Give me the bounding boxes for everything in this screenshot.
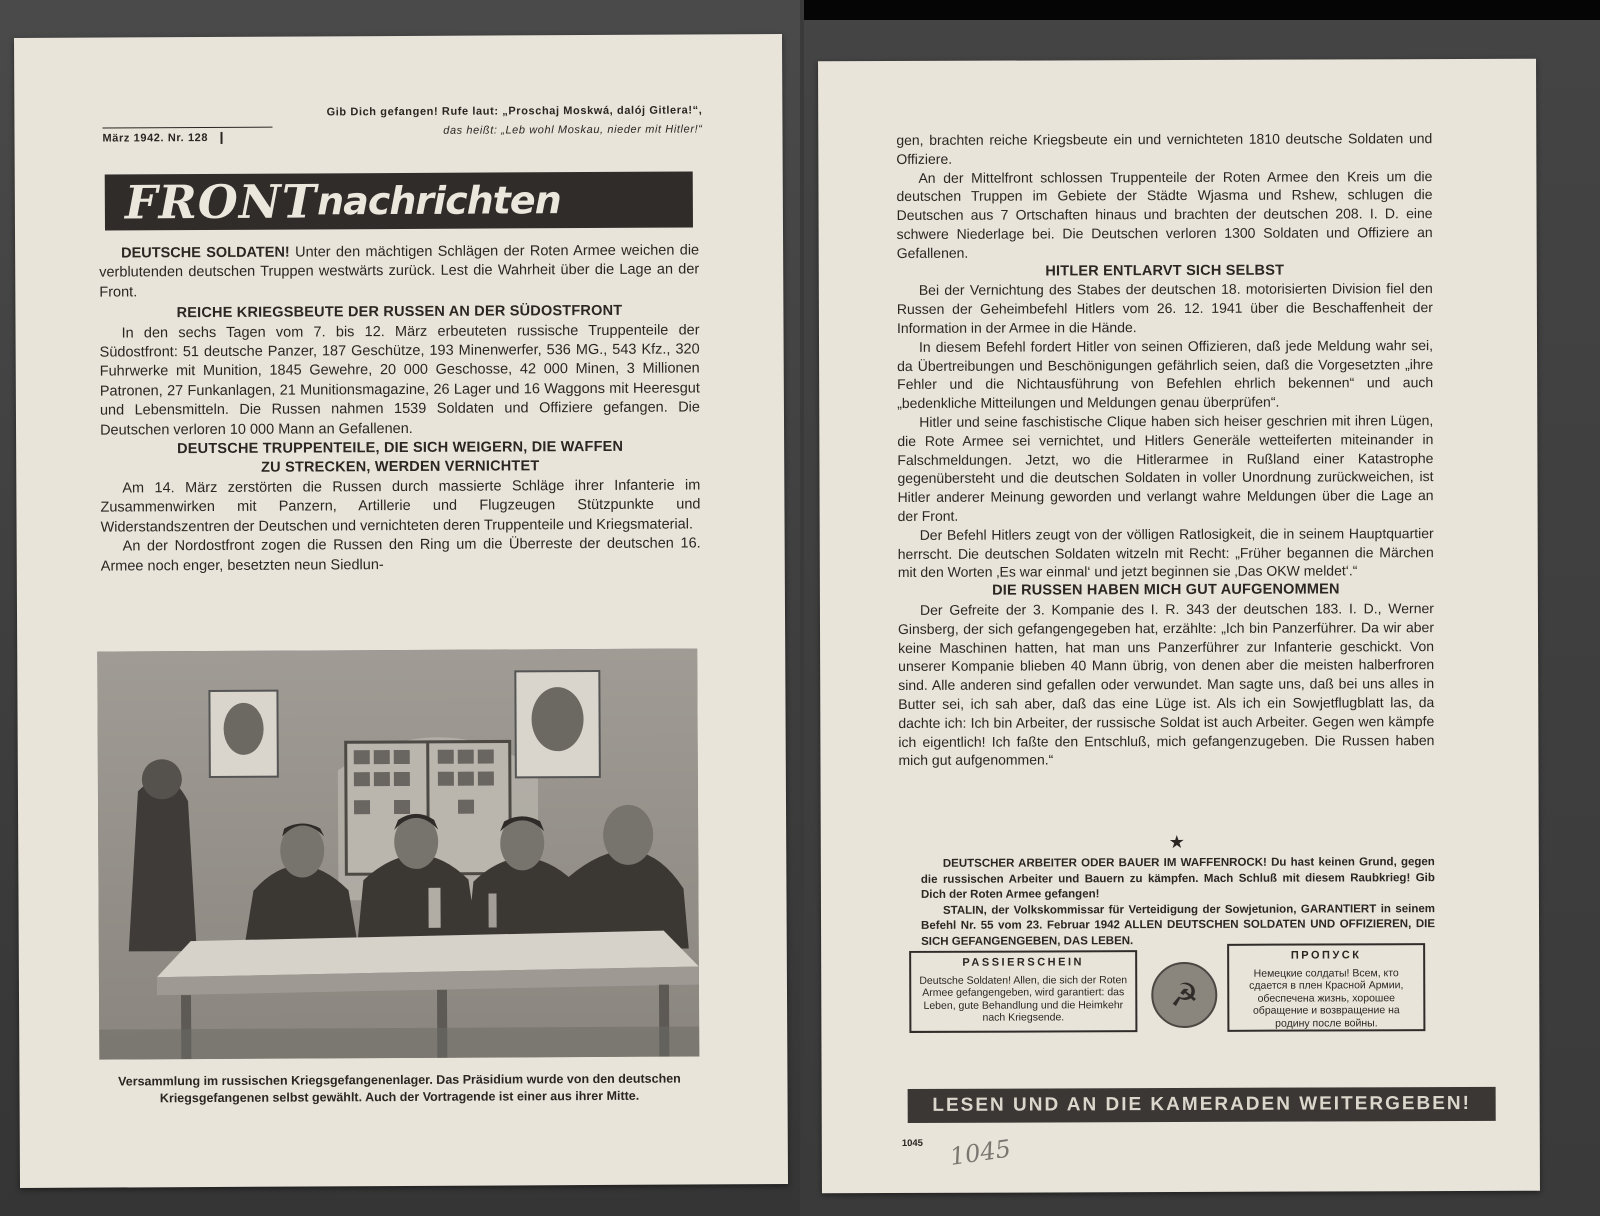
left-article-body [99,241,701,576]
print-number: 1045 [901,1137,923,1149]
prisoner-assembly-photo [97,648,699,1059]
handwritten-number: 1045 [948,1134,1013,1171]
intro-paragraph [99,241,699,302]
masthead-nachrichten: nachrichten [316,178,561,224]
heading-suedostfront: REICHE KRIEGSBEUTE DER RUSSEN AN DER SÜDOSTFRONT [176,303,623,322]
passierschein-text: Deutsche Soldaten! Allen, die sich der Roten Armee gefangengeben, wird garantiert: das Leben, gute Behandlung und die Heimkehr nach Kriegsende. [919,973,1128,1024]
masthead [105,171,693,230]
passierschein-title: PASSIERSCHEIN [962,956,1084,969]
propusk-text: Немецкие солдаты! Всем, кто сдается в плен Красной Армии, обеспечена жизнь, хорошее обращение и возвращение на родину после войны. [1249,966,1404,1030]
top-line-2: das heißt: „Leb wohl Moskau, nieder mit Hitler!“ [443,123,703,137]
photo-caption: Versammlung im russischen Kriegsgefangenenlager. Das Präsidium wurde von den deutschen Kriegsgefangenen selbst gewählt. Auch der Vortragende ist einer aus ihrer Mitte. [118,1071,681,1106]
stalin-paragraph: STALIN, der Volkskommissar für Verteidigung der Sowjetunion, GARANTIERT in seinem Befehl Nr. 55 vom 23. Februar 1942 ALLEN DEUTSCHEN SOLDATEN UND OFFIZIEREN, DIE SICH GEFANGENGEBEN, DAS LEBEN. [921,902,1436,948]
continued-paragraph: gen, brachten reiche Kriegsbeute ein und vernichteten 1810 deutsche Soldaten und Offiziere. [896,130,1433,167]
paragraph-suedostfront: In den sechs Tagen vom 7. bis 12. März erbeuteten russische Truppenteile der Südostfront: 51 deutsche Panzer, 187 Geschütze, 193 Minenwerfer, 536 MG., 543 Kfz., 320 Fuhrwerke mit Munition, 1845 Gewehre, 20 000 Geschosse, 42 000 Minen, 3 Millionen Patronen, 27 Funkanlagen, 21 Munitionsmagazine, 26 Lager und 16 Waggons mit Heeresgut und Lebensmitteln. Die Russen nahmen 1539 Soldaten und Offiziere gefangen. Die Deutschen verloren 10 000 Mann an Gefallenen. [99,322,700,439]
paragraph-befehl: In diesem Befehl fordert Hitler von seinen Offizieren, daß jede Meldung wahr sei, da Übertreibungen und Beschönigungen gefährlich seien, daß die Vorgesetzten „ihre Fehler und die Nichtausführung von Befehlen ehrlich bekennen“ und auch „bedenkliche Mitteilungen und Meldungen genau überprüfen“. [897,336,1434,412]
masthead-front: FRONT [124,174,318,230]
intro-text: Unter den mächtigen Schlägen der Roten Armee weichen die verblutenden deutschen Truppen westwärts zurück. Lest die Wahrheit über die Lage an der Front. [99,242,700,301]
paragraph-ginsberg: Der Gefreite der 3. Kompanie des I. R. 343 der deutschen 183. I. D., Werner Ginsberg, der sich gefangengegeben hat, erzählte: „Ich bin Panzerführer. Da wir aber keine Maschinen hatten, hat man uns Panzerführer zur Infanterie geschickt. Von unserer Kompanie blieben 40 Mann übrig, von denen aber die meisten halberfroren sind. Alle anderen sind gefallen oder verwundet. Man sagte uns, daß bei uns alles in Butter sei, ich sah aber, daß das eine Lüge ist. Als ich ein Sowjetflugblatt las, da dachte ich: Ich bin Arbeiter, der russische Soldat ist auch Arbeiter. Gegen wen kämpfe ich eigentlich! Ich faßte den Entschluß, mich gefangenzugeben. Die Russen haben mich gut aufgenommen.“ [897,600,1435,769]
paragraph-clique: Hitler und seine faschistische Clique haben sich heiser geschrien mit ihren Lügen, die Rote Armee sei vernichtet, und Hitlers Generäle wetteiferten miteinander in Falschmeldungen. Jetzt, wo die Hitlerarmee in Rußland einer Katastrophe gegenübersteht und die deutschen Soldaten in voller Unordnung zurückweichen, ist Hitler anderer Meinung geworden und verlangt wahre Meldungen über die Lage an der Front. [897,412,1434,524]
soviet-emblem-icon: ☭ [1151,962,1217,1028]
paragraph-nordostfront: An der Nordostfront zogen die Russen den Ring um die Überreste der deutschen 16. Armee noch enger, besetzten neun Siedlun- [100,535,701,575]
intro-bold: DEUTSCHE SOLDATEN! [121,244,290,262]
footer-banner: LESEN UND AN DIE KAMERADEN WEITERGEBEN! [908,1087,1496,1123]
heading-hitler-entlarvt: HITLER ENTLARVT SICH SELBST [1045,262,1285,280]
date-rule [102,127,272,129]
heading-gut-aufgenommen: DIE RUSSEN HABEN MICH GUT AUFGENOMMEN [992,581,1340,599]
leaflet-back-page [818,59,1540,1193]
star-icon: ★ [1168,831,1185,853]
top-line-1: Gib Dich gefangen! Rufe laut: „Proschaj Moskwá, dalój Gitlera!“, [326,104,703,119]
paragraph-14-maerz: Am 14. März zerstörten die Russen durch massierte Schläge ihrer Infanterie im Zusammenwirken mit Panzern, Artillerie und Flugzeugen Stützpunkte und Widerstandszentren der Deutschen und vernichteten deren Truppenteile und Kriegsmaterial. [100,477,701,536]
paragraph-mittelfront: An der Mittelfront schlossen Truppenteile der Roten Armee den Kreis um die deutschen Truppen im Gebiete der Städte Wjasma und Rshew, schlugen die Deutschen aus 7 Ortschaften hinaus und brachten der deutschen 208. I. D. eine schwere Niederlage bei. Die Deutschen verloren 1300 Soldaten und Offiziere an Gefallenen. [896,167,1433,261]
propusk-title: ПРОПУСК [1290,949,1362,962]
heading-truppenteile: DEUTSCHE TRUPPENTEILE, DIE SICH WEIGERN, DIE WAFFEN ZU STRECKEN, WERDEN VERNICHTET [177,438,624,477]
paragraph-ratlosigkeit: Der Befehl Hitlers zeugt von der völligen Ratlosigkeit, die in seinem Hauptquartier herrscht. Die deutschen Soldaten witzeln mit Recht: „Früher begannen die Märchen mit den Worten ‚Es war einmal‘ und jetzt beginnen sie ‚Das OKW meldet‘.“ [897,524,1434,581]
photo-illustration [97,648,699,1059]
issue-date: März 1942. Nr. 128 [102,132,222,145]
appeal-paragraph: DEUTSCHER ARBEITER ODER BAUER IM WAFFENROCK! Du hast keinen Grund, gegen die russischen Arbeiter und Bauern zu kämpfen. Mach Schluß mit diesem Raubkrieg! Gib Dich der Roten Armee gefangen! [920,856,1435,901]
leaflet-front-page [14,34,788,1188]
propusk-box [1227,943,1425,1032]
appeal-block [921,855,1435,950]
passierschein-box [909,950,1137,1033]
paragraph-geheimbefehl: Bei der Vernichtung des Stabes der deutschen 18. motorisierten Division fiel den Russen der Geheimbefehl Hitlers vom 26. 12. 1941 über die Beschaffenheit der Information in der Armee in die Hände. [896,280,1433,336]
top-black-strip [804,0,1600,20]
right-article-body [896,129,1434,770]
